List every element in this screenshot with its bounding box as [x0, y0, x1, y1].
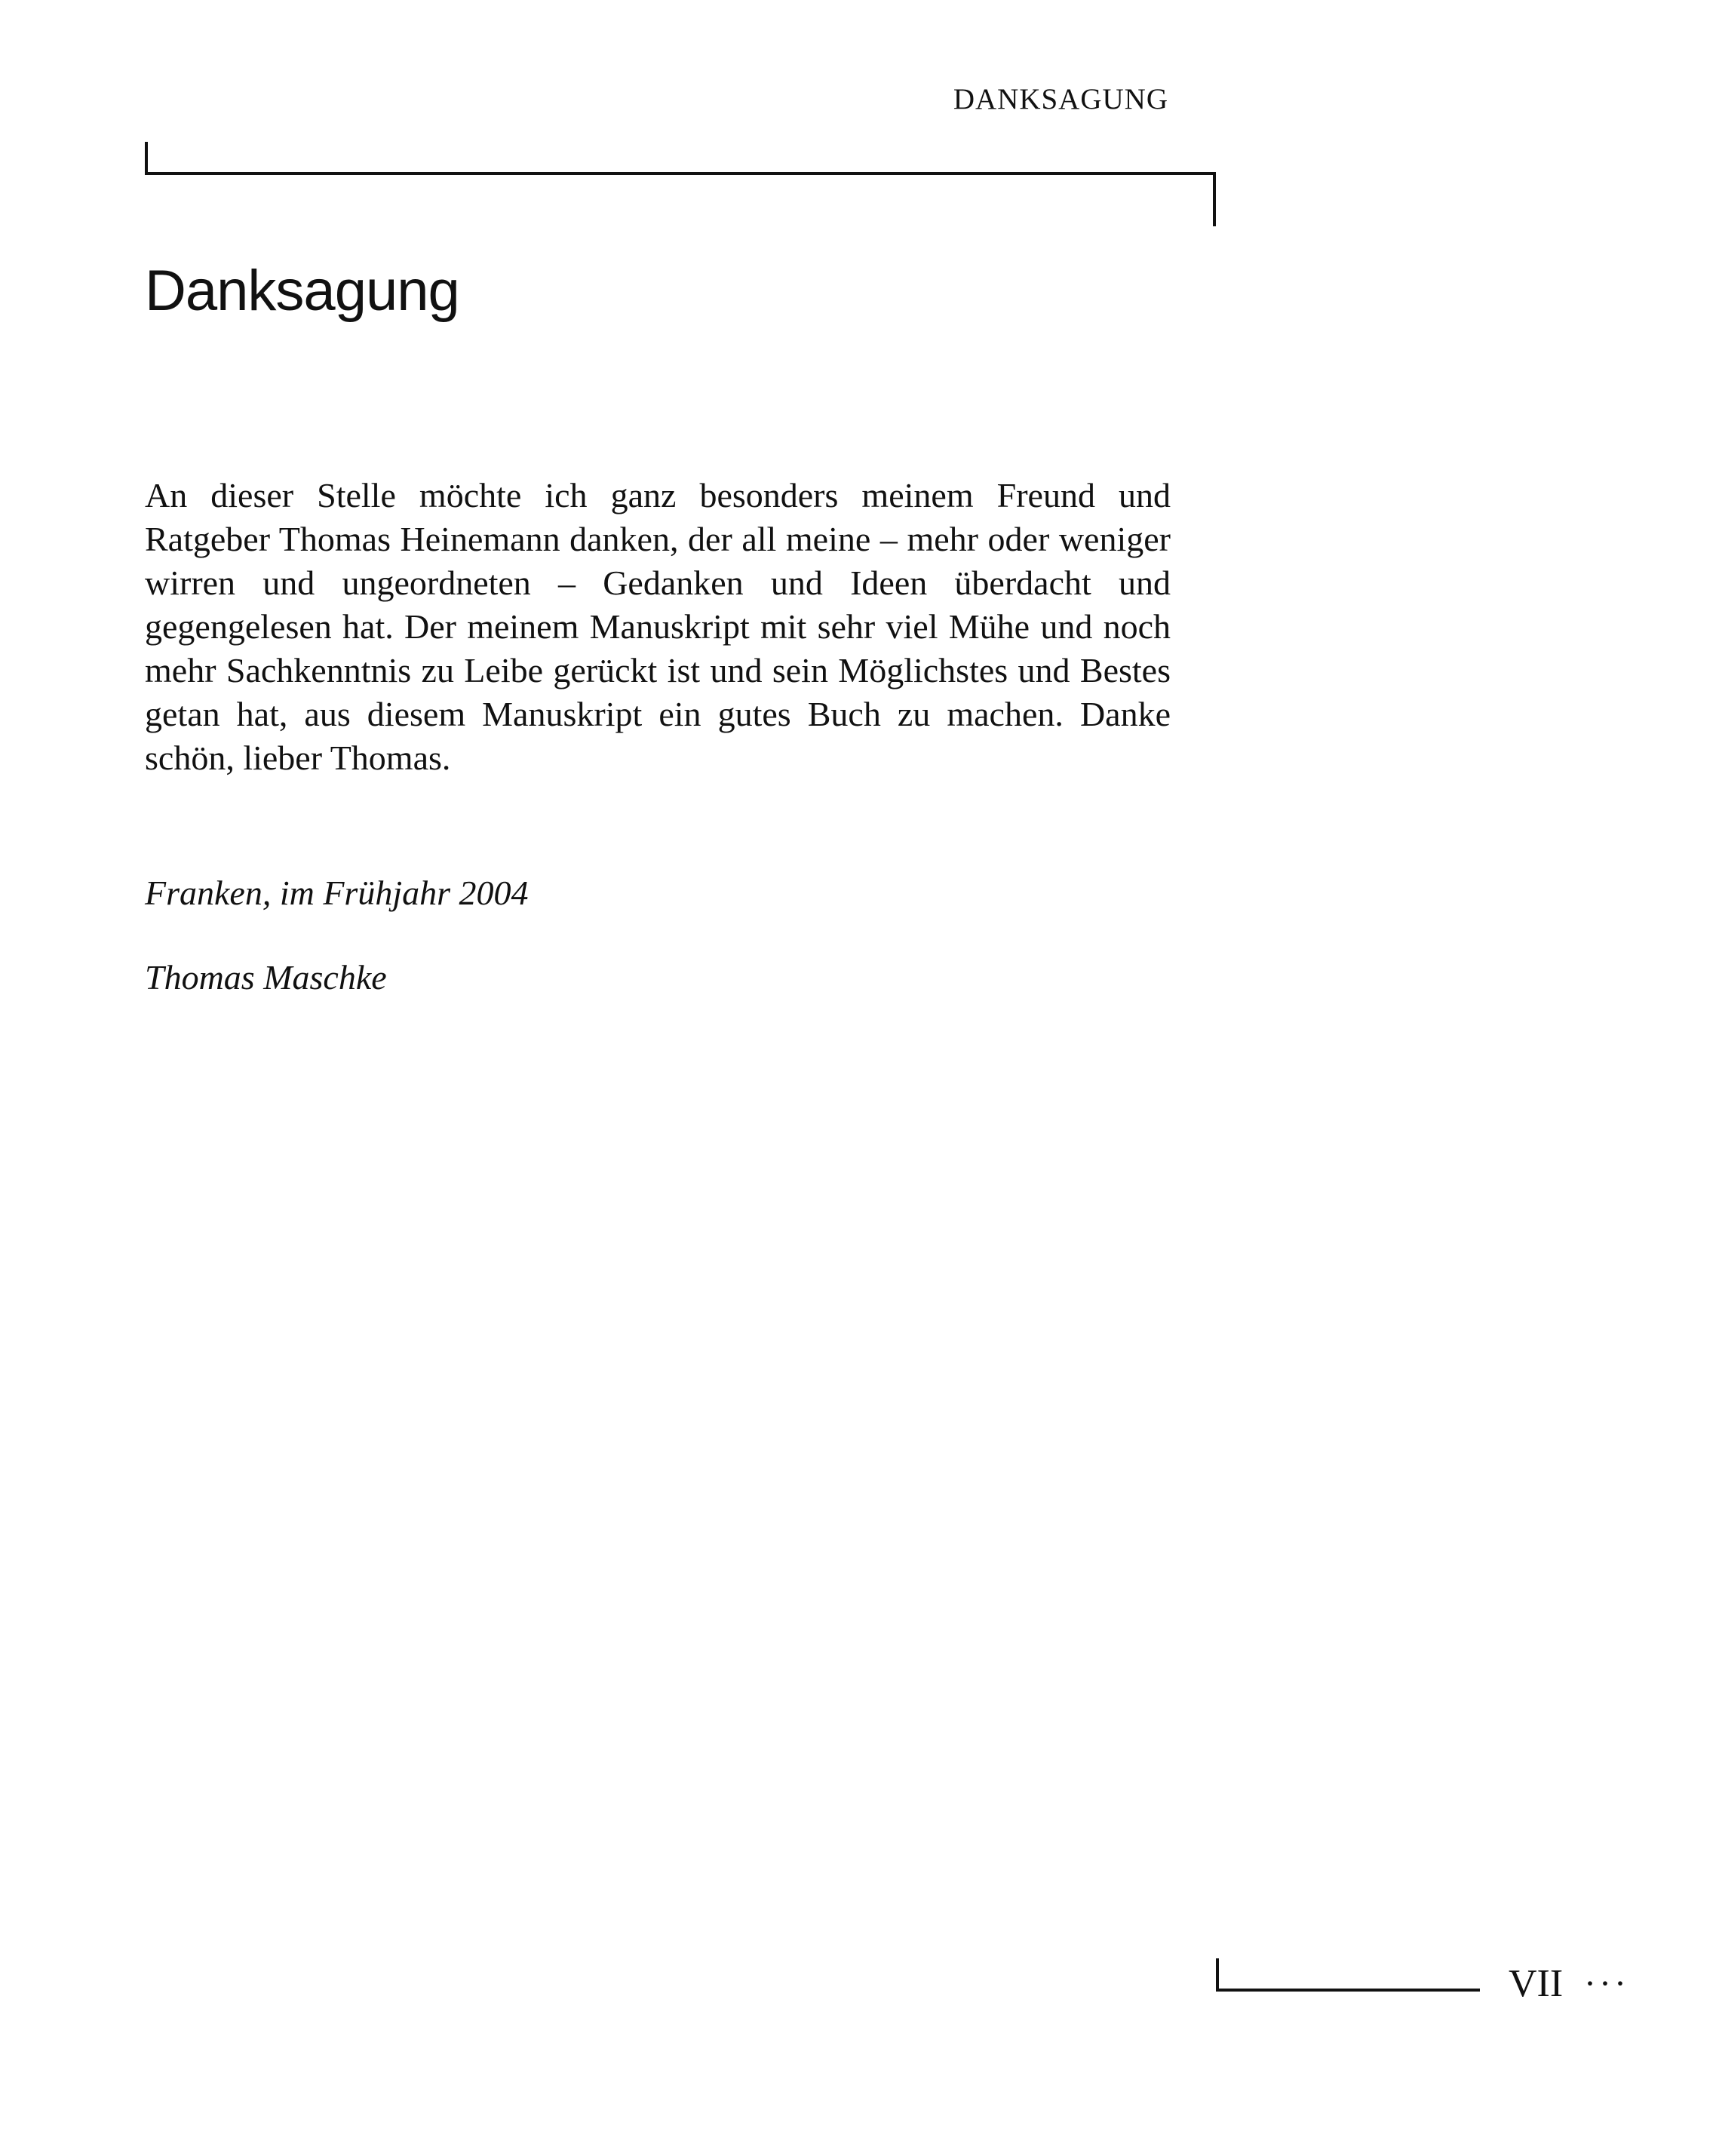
place-date: Franken, im Frühjahr 2004 [145, 874, 529, 912]
chapter-title: Danksagung [145, 259, 459, 323]
footer-rule [1216, 1989, 1480, 1992]
running-head: DANKSAGUNG [953, 83, 1168, 115]
footer-rule-tick [1216, 1958, 1219, 1992]
author-signature: Thomas Maschke [145, 958, 387, 997]
header-rule [145, 172, 1216, 175]
header-rule-right-tick [1213, 172, 1216, 226]
header-rule-left-tick [145, 142, 148, 175]
page-number: VII [1509, 1962, 1564, 2005]
acknowledgement-paragraph: An dieser Stelle möchte ich ganz besonders meinem Freund und Ratgeber Thomas Heinemann danken, der all meine – mehr oder weniger wirren und ungeordneten – Gedanken und Ideen überdacht und gegengelesen hat. Der meinem Manuskript mit sehr viel Mühe und noch mehr Sachkenntnis zu Leibe gerückt ist und sein Möglichstes und Bestes getan hat, aus diesem Manuskript ein gutes Buch zu machen. Danke schön, lieber Thomas. [145, 476, 1171, 777]
page-number-dots: ··· [1584, 1964, 1629, 2004]
